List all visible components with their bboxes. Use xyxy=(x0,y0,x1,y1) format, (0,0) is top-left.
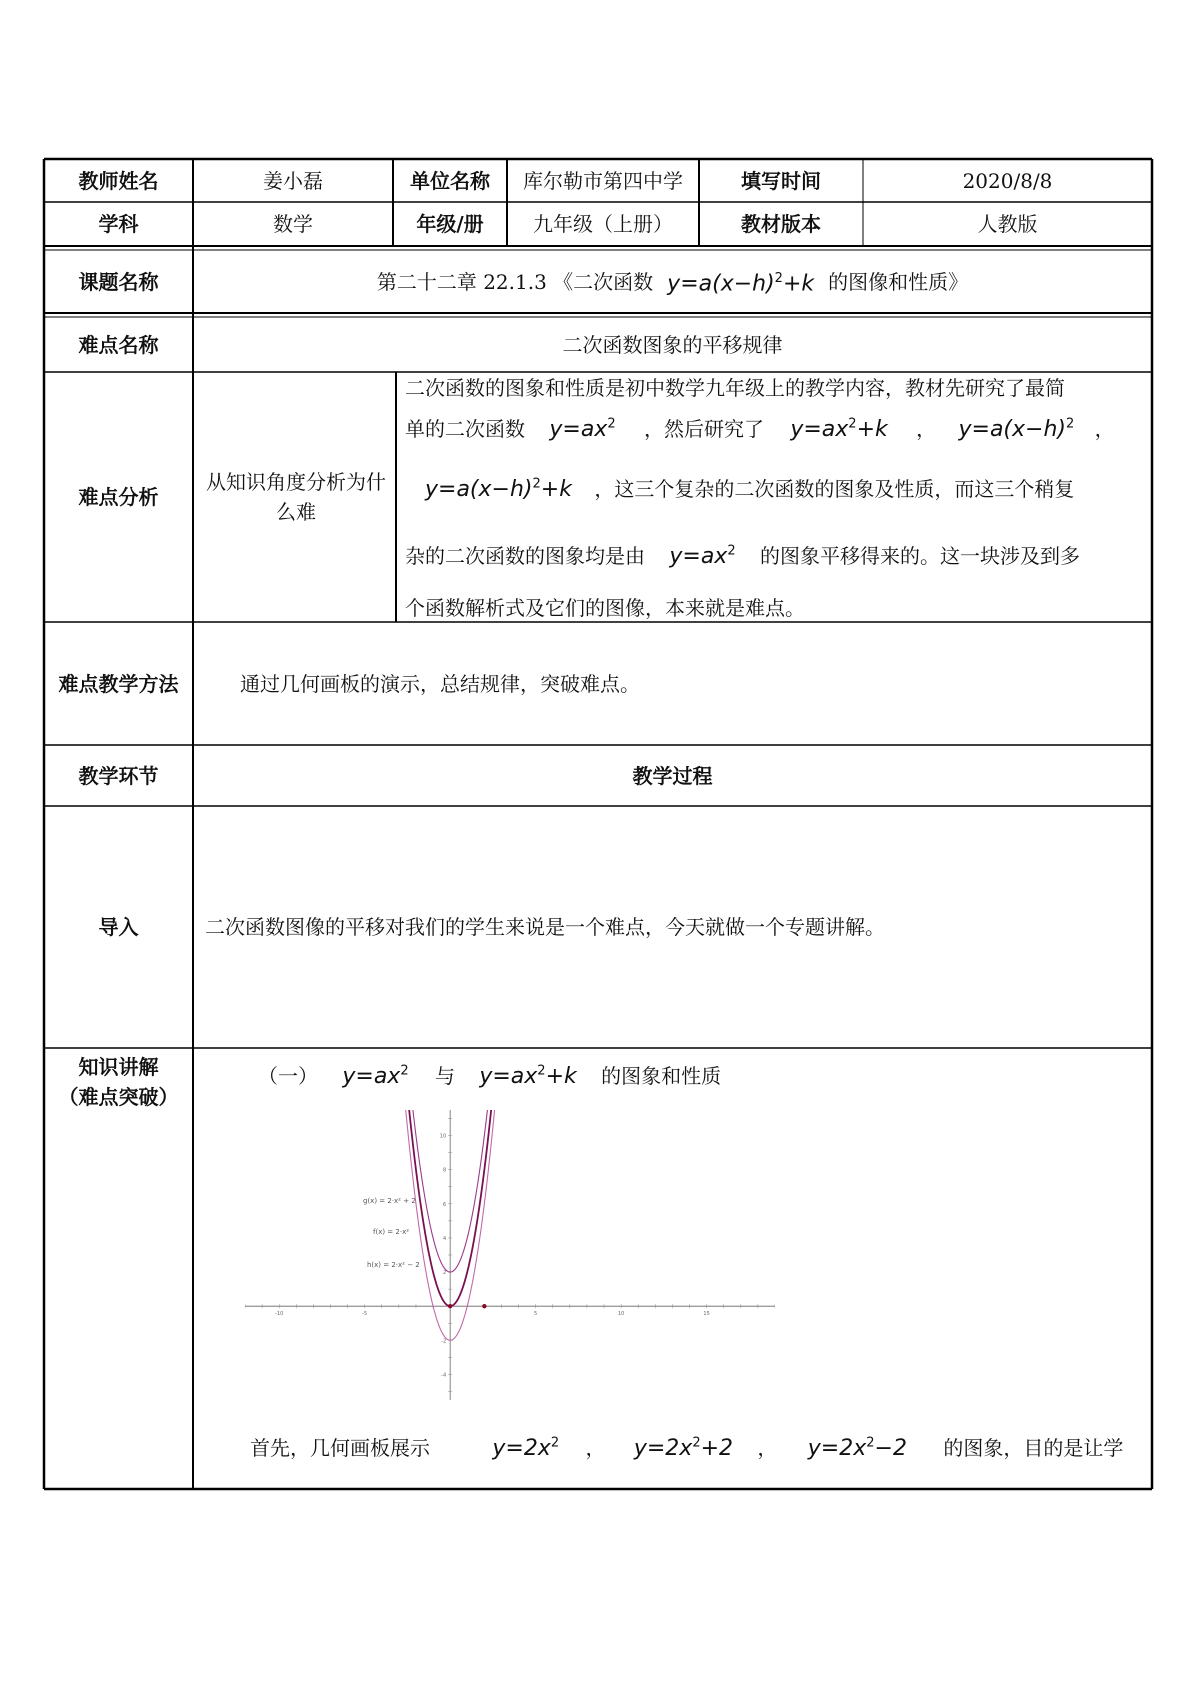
analysis-line-3: $y=a(x-h)^2+k$ ，这三个复杂的二次函数的图象及性质，而这三个稍复 xyxy=(425,476,1075,502)
analysis-line-4: 杂的二次函数的图象均是由 $y=ax^2$ 的图象平移得来的。这一块涉及到多 xyxy=(405,543,1080,569)
bottom-formula-2: $y=2x^2+2$ xyxy=(633,1435,734,1461)
textbook-value: 人教版 xyxy=(977,212,1038,236)
x-tick-label: -10 xyxy=(275,1311,284,1318)
y-tick-label: -4 xyxy=(441,1372,447,1379)
teacher-name-label: 教师姓名 xyxy=(78,168,159,193)
x-tick-label: -5 xyxy=(362,1311,368,1318)
parabola-graph xyxy=(245,1110,775,1400)
intro-label: 导入 xyxy=(98,915,139,939)
topic-suffix: 的图像和性质》 xyxy=(828,269,969,294)
grade-label: 年级/册 xyxy=(416,212,484,236)
unit-name-value: 库尔勒市第四中学 xyxy=(523,168,683,193)
legend-g: g(x) = 2·x² + 2 xyxy=(363,1197,416,1205)
y-tick-label: 4 xyxy=(442,1235,447,1242)
y-tick-label: 6 xyxy=(442,1201,447,1208)
teaching-stage-label: 教学环节 xyxy=(78,763,159,788)
knowledge-heading: （一） $y=ax^2$ 与 $y=ax^2+k$ 的图象和性质 xyxy=(258,1063,722,1089)
legend-f: f(x) = 2·x² xyxy=(373,1228,410,1236)
heading-formula-1: $y=ax^2$ xyxy=(342,1063,409,1089)
formula-y-a-x-h-2: $y=a(x-h)^2$ xyxy=(958,416,1075,442)
marker-point xyxy=(482,1304,486,1308)
x-tick-label: 15 xyxy=(703,1311,710,1318)
formula-y-a-x-h-2-k: $y=a(x-h)^2+k$ xyxy=(425,476,572,502)
graph-axes xyxy=(245,1110,775,1400)
topic-value xyxy=(193,250,1152,313)
teacher-name-value: 姜小磊 xyxy=(263,168,323,193)
fill-date-value: 2020/8/8 xyxy=(962,168,1053,193)
analysis-line-2: 单的二次函数 $y=ax^2$ ，然后研究了 $y=ax^2+k$ ， $y=a(x-h)^2$ ， xyxy=(405,416,1115,442)
analysis-angle: 从知识角度分析为什么难 xyxy=(206,470,386,524)
legend-h: h(x) = 2·x² − 2 xyxy=(367,1261,420,1269)
knowledge-sublabel: （难点突破） xyxy=(58,1085,179,1109)
formula-y-ax2-b: $y=ax^2$ xyxy=(669,543,736,569)
bottom-formula-1: $y=2x^2$ xyxy=(492,1435,560,1461)
method-value: 通过几何画板的演示，总结规律，突破难点。 xyxy=(240,671,640,696)
intro-value: 二次函数图像的平移对我们的学生来说是一个难点，今天就做一个专题讲解。 xyxy=(205,915,885,939)
fill-date-label: 填写时间 xyxy=(741,168,821,193)
analysis-line-1: 二次函数的图象和性质是初中数学九年级上的教学内容，教材先研究了最简 xyxy=(405,376,1065,400)
topic-formula: $y=a(x-h)^2+k$ xyxy=(667,270,815,297)
heading-formula-2: $y=ax^2+k$ xyxy=(479,1063,577,1089)
x-tick-label: 5 xyxy=(534,1311,538,1318)
subject-value: 数学 xyxy=(273,212,313,236)
formula-y-ax2: $y=ax^2$ xyxy=(549,416,616,442)
y-tick-label: -2 xyxy=(441,1338,447,1345)
teaching-process-label: 教学过程 xyxy=(632,763,713,788)
topic-label: 课题名称 xyxy=(78,269,159,294)
grade-value: 九年级（上册） xyxy=(533,212,673,236)
difficulty-analysis-label: 难点分析 xyxy=(78,485,159,509)
difficulty-name-label: 难点名称 xyxy=(78,332,159,357)
x-tick-label: 10 xyxy=(617,1311,625,1318)
knowledge-label: 知识讲解 xyxy=(78,1055,159,1079)
y-tick-label: 8 xyxy=(442,1167,447,1174)
bottom-formula-3: $y=2x^2-2$ xyxy=(807,1435,907,1461)
difficulty-name-value: 二次函数图象的平移规律 xyxy=(562,332,783,357)
vertex-point xyxy=(448,1304,452,1308)
method-label: 难点教学方法 xyxy=(58,671,179,696)
y-tick-label: 10 xyxy=(439,1133,447,1140)
analysis-line-5: 个函数解析式及它们的图像，本来就是难点。 xyxy=(405,596,805,620)
unit-name-label: 单位名称 xyxy=(410,168,490,193)
textbook-label: 教材版本 xyxy=(741,212,821,236)
formula-y-ax2-k: $y=ax^2+k$ xyxy=(790,416,888,442)
topic-prefix: 第二十二章 22.1.3 《二次函数 xyxy=(376,269,654,294)
subject-label: 学科 xyxy=(98,212,139,236)
y-tick-label: 2 xyxy=(442,1270,447,1277)
knowledge-bottom-line: 首先，几何画板展示 $y=2x^2$ ， $y=2x^2+2$ ， $y=2x^2-2$ 的图象，目的是让学 xyxy=(250,1435,1124,1461)
